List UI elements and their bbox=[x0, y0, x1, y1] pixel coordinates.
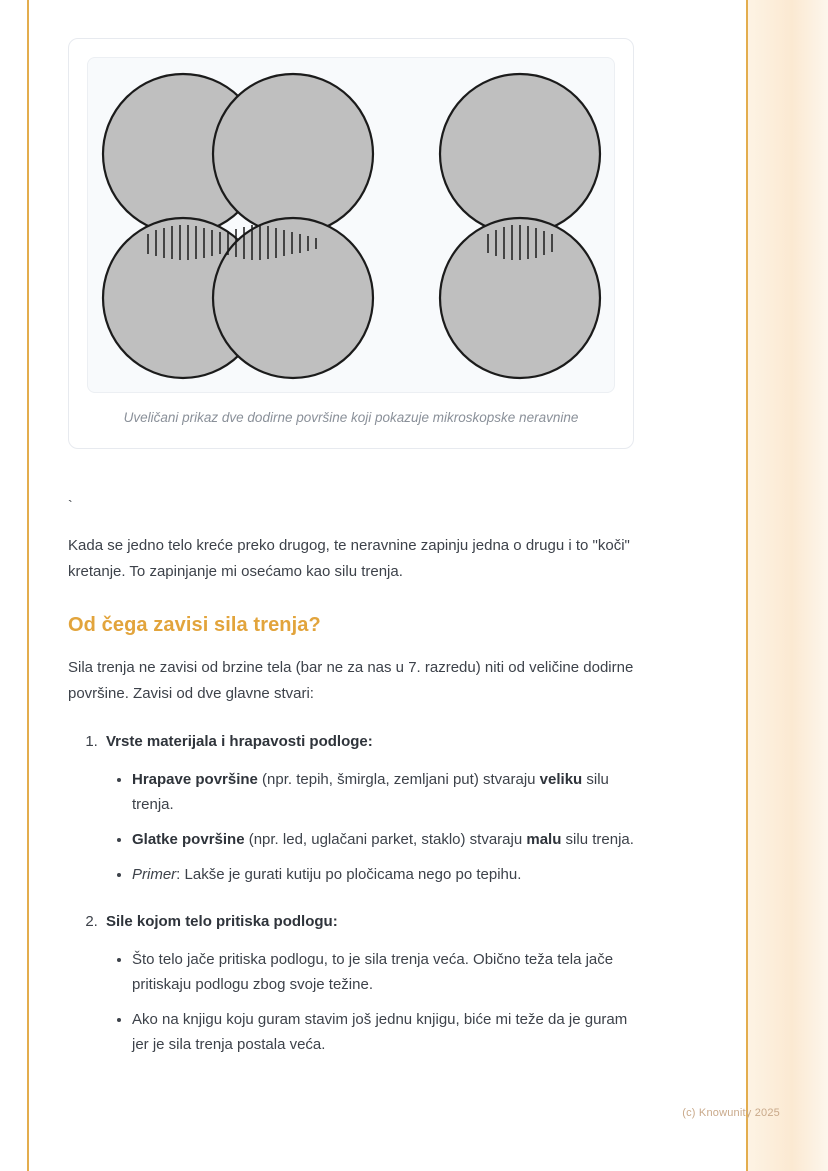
list-item bbox=[102, 909, 638, 1057]
right-decorative-band bbox=[748, 0, 828, 1171]
list-item bbox=[132, 862, 638, 887]
sub-item-bold-lead: Glatke površine bbox=[132, 830, 245, 848]
list-item-heading: Vrste materijala i hrapavosti podloge: bbox=[106, 733, 373, 751]
factors-list bbox=[68, 729, 638, 1058]
stray-backtick: ` bbox=[68, 496, 73, 513]
friction-surfaces-diagram bbox=[88, 58, 614, 392]
sub-item-text-1: (npr. tepih, šmirgla, zemljani put) stvaraju bbox=[257, 770, 540, 788]
sub-item-italic-lead: Primer bbox=[132, 866, 177, 884]
sub-list bbox=[106, 767, 638, 888]
sub-item-text-2: silu trenja. bbox=[561, 830, 634, 848]
copyright-note: (c) Knowunity 2025 bbox=[682, 1107, 780, 1119]
intro-paragraph: Kada se jedno telo kreće preko drugog, te neravnine zapinju jedna o drugu i to "koči" kretanje. To zapinjanje mi osećamo kao silu trenja. bbox=[68, 536, 630, 580]
list-item bbox=[132, 767, 638, 817]
sub-item-bold-mid: malu bbox=[526, 830, 562, 848]
figure-caption: Uveličani prikaz dve dodirne površine koji pokazuje mikroskopske neravnine bbox=[123, 410, 579, 425]
document-content bbox=[68, 0, 638, 1171]
section-paragraph: Sila trenja ne zavisi od brzine tela (bar ne za nas u 7. razredu) niti od veličine dodirne površine. Zavisi od dve glavne stvari: bbox=[68, 659, 634, 703]
figure-image-area bbox=[87, 57, 615, 393]
sub-item-bold-lead: Hrapave površine bbox=[132, 770, 258, 788]
left-margin-rule bbox=[27, 0, 29, 1171]
list-item bbox=[102, 729, 638, 887]
list-item: • Što telo jače pritiska podlogu, to je sila trenja veća. Obično teža tela jače pritiskaju podlogu zbog svoje težine. bbox=[132, 947, 638, 997]
figure-card bbox=[68, 38, 634, 449]
sub-list bbox=[106, 947, 638, 1058]
section-heading: Od čega zavisi sila trenja? bbox=[68, 614, 321, 637]
sub-item-text-1: (npr. led, uglačani parket, staklo) stvaraju bbox=[244, 830, 527, 848]
list-item bbox=[132, 827, 638, 852]
sub-item-bold-mid: veliku bbox=[539, 770, 583, 788]
sub-item-text-1: : Lakše je gurati kutiju po pločicama nego po tepihu. bbox=[176, 866, 522, 884]
list-item-heading: Sile kojom telo pritiska podlogu: bbox=[106, 913, 338, 931]
list-item: • Ako na knjigu koju guram stavim još jednu knjigu, biće mi teže da je guram jer je sila trenja postala veća. bbox=[132, 1007, 638, 1057]
sub-item-text-2: silu trenja. bbox=[132, 770, 609, 813]
